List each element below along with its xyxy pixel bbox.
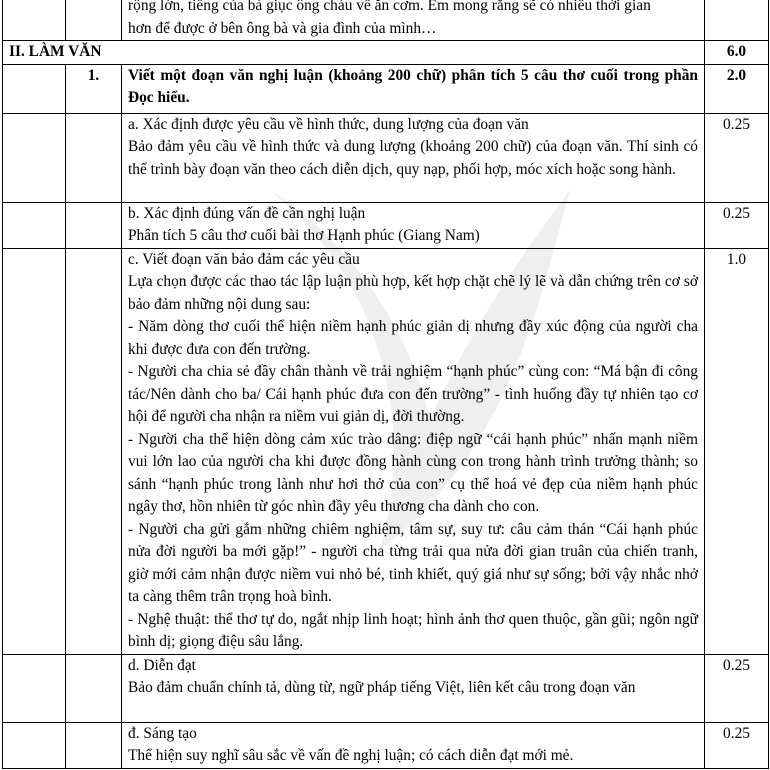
criterion-row-c xyxy=(3,248,769,654)
criterion-c-body: Lựa chọn được các thao tác lập luận phù hợp, kết hợp chặt chẽ lý lẽ và dẫn chứng trên cơ sở bảo đảm những nội dung sau: xyxy=(128,273,698,313)
section-title: II. LÀM VĂN xyxy=(3,41,705,65)
list-item: - Người cha thể hiện dòng cảm xúc trào dâng: điệp ngữ “cái hạnh phúc” nhấn mạnh niềm vui lớn lao của người cha khi được đồng hành cùng con trong hành trình trưởng thành; so sánh “hạnh phúc trong lành như hơi thở của con” cụ thể hoá vẻ đẹp của niềm hạnh phúc ngây thơ, hồn nhiên từ góc nhìn đầy yêu thương cha dành cho con. xyxy=(128,430,698,515)
criterion-row-b xyxy=(3,202,769,248)
criterion-row-a xyxy=(3,113,769,202)
criterion-d-body: Bảo đảm chuẩn chính tả, dùng từ, ngữ pháp tiếng Việt, liên kết câu trong đoạn văn xyxy=(128,679,636,696)
list-item: - Người cha chia sẻ đầy chân thành về trải nghiệm “hạnh phúc” cùng con: “Má bận đi công tác/Nên dành cho ba/ Cái hạnh phúc đưa con đến trường” - tình huống đầy tự nhiên tạo cơ hội để người cha nhận ra niềm vui giản dị, đời thường. xyxy=(128,363,698,425)
criterion-dd-score: 0.25 xyxy=(705,722,769,768)
criterion-row-dd xyxy=(3,722,769,768)
criterion-d-heading: d. Diễn đạt xyxy=(128,656,196,674)
criterion-a-body: Bảo đảm yêu cầu về hình thức và dung lượng (khoảng 200 chữ) của đoạn văn. Thí sinh có thể trình bày đoạn văn theo cách diễn dịch, quy nạp, phối hợp, móc xích hoặc song hành. xyxy=(128,138,698,178)
question-number: 1. xyxy=(66,64,122,113)
list-item: - Năm dòng thơ cuối thể hiện niềm hạnh phúc giản dị nhưng đầy xúc động của người cha khi được đưa con đến trường. xyxy=(128,318,698,358)
section-score: 6.0 xyxy=(705,41,769,65)
criterion-dd-heading: đ. Sáng tạo xyxy=(128,724,197,742)
list-item: - Nghệ thuật: thể thơ tự do, ngắt nhịp linh hoạt; hình ảnh thơ quen thuộc, gần gũi; ngôn ngữ bình dị; giọng điệu sâu lắng. xyxy=(128,610,698,650)
criterion-row-d xyxy=(3,654,769,722)
criterion-b-score: 0.25 xyxy=(705,202,769,248)
criterion-b-body: Phân tích 5 câu thơ cuối bài thơ Hạnh phúc (Giang Nam) xyxy=(128,227,480,244)
criterion-c-heading: c. Viết đoạn văn bảo đảm các yêu cầu xyxy=(128,250,360,268)
section-row xyxy=(3,41,769,65)
grading-table xyxy=(2,0,769,769)
question-text: Viết một đoạn văn nghị luận (khoảng 200 chữ) phân tích 5 câu thơ cuối trong phần Đọc hiểu. xyxy=(122,64,705,113)
criterion-b-heading: b. Xác định đúng vấn đề cần nghị luận xyxy=(128,204,366,222)
table-row xyxy=(3,0,769,41)
criterion-dd-body: Thể hiện suy nghĩ sâu sắc về vấn đề nghị luận; có cách diễn đạt mới mẻ. xyxy=(128,747,574,764)
top-row-text: rộng lớn, tiếng của bà giục ông cháu về ăn cơm. Em mong rằng sẽ có nhiều thời gian hơn để được ở bên ông bà và gia đình của mình… xyxy=(122,0,705,41)
list-item: - Người cha gửi gắm những chiêm nghiệm, tâm sự, suy tư: câu cảm thán “Cái hạnh phúc nửa đời người ba mới gặp!” - người cha từng trải qua nửa đời gian truân của chiến tranh, giờ mới cảm nhận được niềm vui nhỏ bé, tinh khiết, quý giá như sự sống; bởi vậy nhắc nhở ta càng thêm trân trọng hoà bình. xyxy=(128,520,698,605)
question-score: 2.0 xyxy=(705,64,769,113)
criterion-d-score: 0.25 xyxy=(705,654,769,722)
criterion-a-heading: a. Xác định được yêu cầu về hình thức, dung lượng của đoạn văn xyxy=(128,115,529,133)
criterion-c-score: 1.0 xyxy=(705,248,769,654)
criterion-a-score: 0.25 xyxy=(705,113,769,202)
question-row xyxy=(3,64,769,113)
